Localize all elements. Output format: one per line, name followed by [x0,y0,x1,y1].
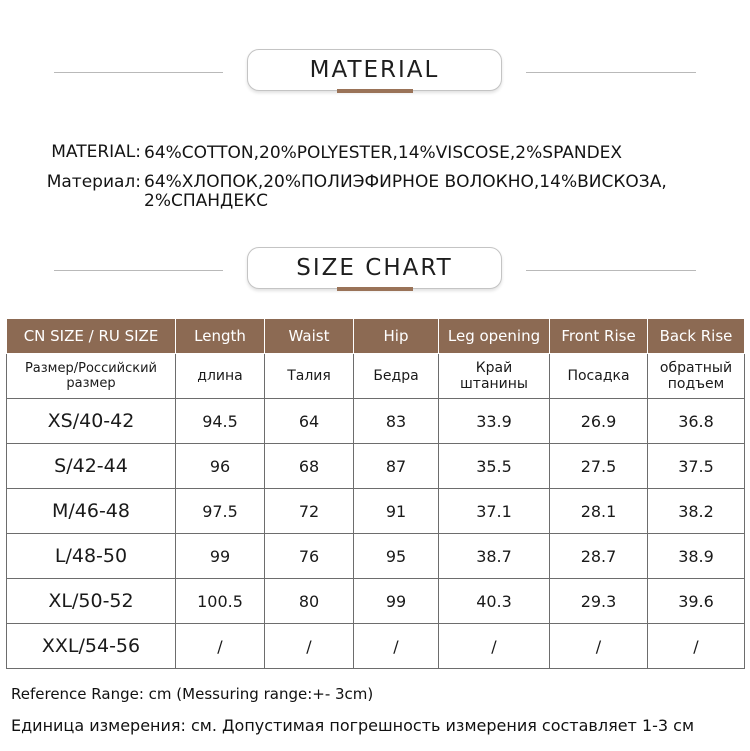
ru-header-line: подъем [667,376,725,392]
material-value-en: 64%COTTON,20%POLYESTER,14%VISCOSE,2%SPANDEX [144,143,623,163]
table-header-row [7,319,745,354]
waist-cell: 68 [265,444,354,489]
material-value-ru-line1: 64%ХЛОПОК,20%ПОЛИЭФИРНОЕ ВОЛОКНО,14%ВИСКОЗА, [144,172,667,192]
header-leg-opening: Leg opening [439,319,550,354]
front-rise-cell: 29.3 [550,579,648,624]
table-row [7,534,745,579]
front-rise-cell: 28.1 [550,489,648,534]
size-chart-title: SIZE CHART [247,247,502,289]
waist-cell: 64 [265,399,354,444]
length-cell: 99 [176,534,265,579]
length-cell: 97.5 [176,489,265,534]
length-cell: 94.5 [176,399,265,444]
front-rise-cell: / [550,624,648,669]
table-row [7,399,745,444]
header-length: Length [176,319,265,354]
material-label-en: MATERIAL: [51,142,141,162]
ru-header-line: Размер/Российский [24,361,158,376]
back-rise-cell: 39.6 [648,579,745,624]
leg-opening-cell: 40.3 [439,579,550,624]
leg-opening-cell: 37.1 [439,489,550,534]
leg-opening-cell: 35.5 [439,444,550,489]
hip-cell: 87 [354,444,439,489]
material-title: MATERIAL [247,49,502,91]
hip-cell: 91 [354,489,439,534]
ru-header-cell [176,354,265,399]
leg-opening-cell: / [439,624,550,669]
ru-header-line: штанины [459,376,528,392]
header-back-rise: Back Rise [648,319,745,354]
size-chart-banner [0,247,750,293]
waist-cell: 72 [265,489,354,534]
length-cell: 96 [176,444,265,489]
ru-header-cell [648,354,745,399]
front-rise-cell: 27.5 [550,444,648,489]
table-row [7,579,745,624]
ru-header-cell [439,354,550,399]
hip-cell: 99 [354,579,439,624]
ru-header-cell [354,354,439,399]
hip-cell: / [354,624,439,669]
length-cell: / [176,624,265,669]
ru-header-cell [7,354,176,399]
leg-opening-cell: 38.7 [439,534,550,579]
material-banner [0,49,750,95]
back-rise-cell: 38.2 [648,489,745,534]
header-waist: Waist [265,319,354,354]
divider-line [54,270,223,271]
table-ru-header-row [7,354,745,399]
ru-header-cell [265,354,354,399]
header-size: CN SIZE / RU SIZE [7,319,176,354]
waist-cell: / [265,624,354,669]
divider-line [526,72,696,73]
size-cell: L/48-50 [7,534,176,579]
size-cell: S/42-44 [7,444,176,489]
ru-header-line: Край [475,360,513,376]
ru-header-line: Бедра [373,368,419,384]
header-hip: Hip [354,319,439,354]
accent-bar [337,287,413,291]
ru-header-line: Талия [287,368,331,384]
divider-line [526,270,696,271]
back-rise-cell: / [648,624,745,669]
ru-header-line: длина [197,368,243,384]
hip-cell: 83 [354,399,439,444]
back-rise-cell: 38.9 [648,534,745,579]
divider-line [54,72,223,73]
reference-range-note: Reference Range: cm (Messuring range:+- 3cm) [11,685,374,703]
table-row [7,624,745,669]
size-chart-table [6,318,745,669]
accent-bar [337,89,413,93]
hip-cell: 95 [354,534,439,579]
back-rise-cell: 36.8 [648,399,745,444]
back-rise-cell: 37.5 [648,444,745,489]
material-label-ru: Материал: [46,172,141,192]
leg-opening-cell: 33.9 [439,399,550,444]
ru-header-line: обратный [659,360,733,376]
size-cell: XL/50-52 [7,579,176,624]
waist-cell: 76 [265,534,354,579]
front-rise-cell: 28.7 [550,534,648,579]
size-cell: XS/40-42 [7,399,176,444]
waist-cell: 80 [265,579,354,624]
ru-header-cell [550,354,648,399]
header-front-rise: Front Rise [550,319,648,354]
ru-header-line: Посадка [567,368,630,384]
front-rise-cell: 26.9 [550,399,648,444]
table-row [7,444,745,489]
size-cell: M/46-48 [7,489,176,534]
size-cell: XXL/54-56 [7,624,176,669]
table-row [7,489,745,534]
length-cell: 100.5 [176,579,265,624]
ru-header-line: размер [66,376,116,391]
material-value-ru-line2: 2%СПАНДЕКС [144,191,268,211]
unit-note-ru: Единица измерения: см. Допустимая погрешность измерения составляет 1-3 см [11,716,695,735]
